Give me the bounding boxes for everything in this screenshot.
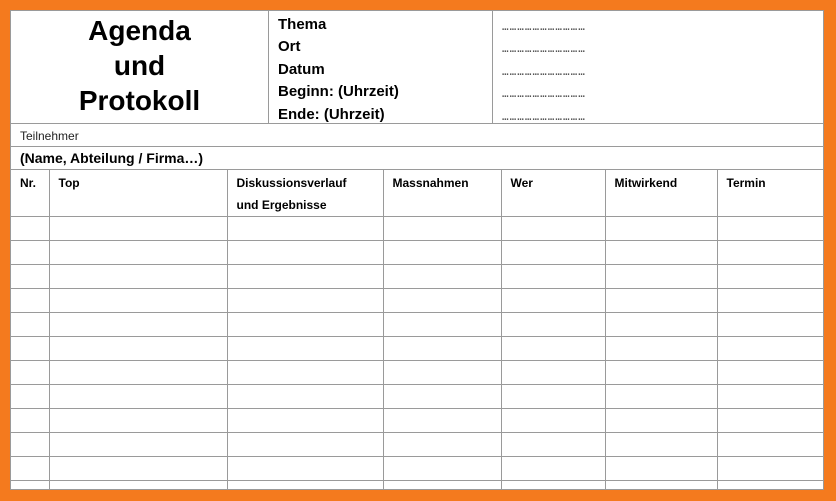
column-header-wer: Wer	[501, 170, 605, 217]
table-cell[interactable]	[717, 433, 823, 457]
table-cell[interactable]	[49, 361, 227, 385]
table-cell[interactable]	[49, 457, 227, 481]
table-cell[interactable]	[605, 481, 717, 491]
table-cell[interactable]	[383, 289, 501, 313]
table-cell[interactable]	[383, 361, 501, 385]
table-cell[interactable]	[717, 241, 823, 265]
table-cell[interactable]	[501, 217, 605, 241]
column-header-nr: Nr.	[11, 170, 49, 217]
table-cell[interactable]	[11, 313, 49, 337]
title-block	[11, 11, 269, 123]
table-cell[interactable]	[605, 265, 717, 289]
table-cell[interactable]	[227, 481, 383, 491]
table-row	[11, 265, 823, 289]
table-cell[interactable]	[501, 361, 605, 385]
table-cell[interactable]	[227, 361, 383, 385]
table-cell[interactable]	[605, 289, 717, 313]
table-cell[interactable]	[11, 337, 49, 361]
participants-label: Teilnehmer	[11, 123, 823, 146]
value-placeholder-datum[interactable]: ……………………………	[502, 64, 586, 78]
column-header-diskussionsverlauf: Diskussionsverlauf und Ergebnisse	[227, 170, 383, 217]
table-cell[interactable]	[605, 217, 717, 241]
table-cell[interactable]	[605, 337, 717, 361]
table-cell[interactable]	[383, 457, 501, 481]
table-cell[interactable]	[227, 337, 383, 361]
table-cell[interactable]	[717, 385, 823, 409]
table-cell[interactable]	[383, 433, 501, 457]
table-cell[interactable]	[605, 433, 717, 457]
table-cell[interactable]	[227, 289, 383, 313]
table-cell[interactable]	[227, 409, 383, 433]
protocol-sheet	[10, 10, 824, 490]
field-label-ort: Ort	[278, 38, 301, 56]
table-cell[interactable]	[49, 481, 227, 491]
table-cell[interactable]	[605, 361, 717, 385]
table-cell[interactable]	[227, 241, 383, 265]
table-cell[interactable]	[501, 457, 605, 481]
table-cell[interactable]	[717, 337, 823, 361]
column-header-top: Top	[49, 170, 227, 217]
table-cell[interactable]	[227, 313, 383, 337]
table-cell[interactable]	[501, 481, 605, 491]
field-label-thema: Thema	[278, 16, 327, 33]
table-row	[11, 361, 823, 385]
table-cell[interactable]	[49, 241, 227, 265]
table-cell[interactable]	[717, 409, 823, 433]
field-label-datum: Datum	[278, 60, 325, 78]
value-placeholder-beginn[interactable]: ……………………………	[502, 87, 586, 101]
table-cell[interactable]	[11, 409, 49, 433]
table-cell[interactable]	[11, 361, 49, 385]
table-cell[interactable]	[605, 241, 717, 265]
table-row	[11, 337, 823, 361]
table-cell[interactable]	[717, 481, 823, 491]
table-cell[interactable]	[11, 241, 49, 265]
table-cell[interactable]	[383, 265, 501, 289]
table-cell[interactable]	[501, 265, 605, 289]
table-row	[11, 217, 823, 241]
table-cell[interactable]	[11, 217, 49, 241]
table-cell[interactable]	[605, 457, 717, 481]
meeting-field-values	[493, 11, 823, 123]
table-row	[11, 313, 823, 337]
table-cell[interactable]	[717, 313, 823, 337]
table-row	[11, 457, 823, 481]
table-cell[interactable]	[501, 433, 605, 457]
agenda-table	[11, 169, 823, 490]
table-cell[interactable]	[383, 481, 501, 491]
value-placeholder-ort[interactable]: ……………………………	[502, 42, 586, 56]
table-cell[interactable]	[49, 265, 227, 289]
table-row	[11, 289, 823, 313]
table-header-row	[11, 170, 823, 217]
table-cell[interactable]	[501, 313, 605, 337]
table-cell[interactable]	[383, 337, 501, 361]
table-cell[interactable]	[11, 481, 49, 491]
value-placeholder-ende[interactable]: ……………………………	[502, 109, 586, 123]
table-cell[interactable]	[227, 265, 383, 289]
meeting-fields	[269, 11, 493, 123]
field-label-beginn: Beginn: (Uhrzeit)	[278, 83, 399, 101]
table-row	[11, 433, 823, 457]
column-header-termin: Termin	[717, 170, 823, 217]
table-cell[interactable]	[501, 409, 605, 433]
title-line-protokoll: Protokoll	[78, 85, 201, 116]
table-body	[11, 217, 823, 491]
table-cell[interactable]	[227, 433, 383, 457]
table-cell[interactable]	[501, 337, 605, 361]
table-cell[interactable]	[11, 265, 49, 289]
table-cell[interactable]	[501, 289, 605, 313]
table-cell[interactable]	[717, 361, 823, 385]
table-cell[interactable]	[605, 313, 717, 337]
field-label-ende: Ende: (Uhrzeit)	[278, 105, 385, 123]
table-row	[11, 481, 823, 491]
table-cell[interactable]	[501, 385, 605, 409]
table-cell[interactable]	[227, 217, 383, 241]
table-cell[interactable]	[11, 457, 49, 481]
table-cell[interactable]	[383, 409, 501, 433]
title-line-agenda: Agenda	[88, 15, 191, 46]
table-cell[interactable]	[383, 313, 501, 337]
column-header-massnahmen: Massnahmen	[383, 170, 501, 217]
table-cell[interactable]	[227, 385, 383, 409]
table-cell[interactable]	[49, 289, 227, 313]
table-cell[interactable]	[383, 217, 501, 241]
column-header-mitwirkend: Mitwirkend	[605, 170, 717, 217]
table-cell[interactable]	[605, 385, 717, 409]
table-row	[11, 385, 823, 409]
table-cell[interactable]	[11, 433, 49, 457]
table-cell[interactable]	[383, 241, 501, 265]
table-cell[interactable]	[49, 433, 227, 457]
table-cell[interactable]	[49, 409, 227, 433]
table-row	[11, 241, 823, 265]
table-cell[interactable]	[717, 457, 823, 481]
table-cell[interactable]	[49, 217, 227, 241]
table-cell[interactable]	[49, 313, 227, 337]
table-cell[interactable]	[49, 385, 227, 409]
table-cell[interactable]	[49, 337, 227, 361]
participants-hint[interactable]: (Name, Abteilung / Firma…)	[11, 146, 823, 169]
table-cell[interactable]	[383, 385, 501, 409]
table-cell[interactable]	[501, 241, 605, 265]
table-row	[11, 409, 823, 433]
title-line-und: und	[113, 50, 166, 81]
table-cell[interactable]	[717, 289, 823, 313]
table-cell[interactable]	[227, 457, 383, 481]
table-cell[interactable]	[717, 217, 823, 241]
header-section	[11, 11, 823, 123]
table-cell[interactable]	[717, 265, 823, 289]
table-cell[interactable]	[11, 289, 49, 313]
table-cell[interactable]	[11, 385, 49, 409]
table-cell[interactable]	[605, 409, 717, 433]
value-placeholder-thema[interactable]: ……………………………	[502, 20, 586, 33]
